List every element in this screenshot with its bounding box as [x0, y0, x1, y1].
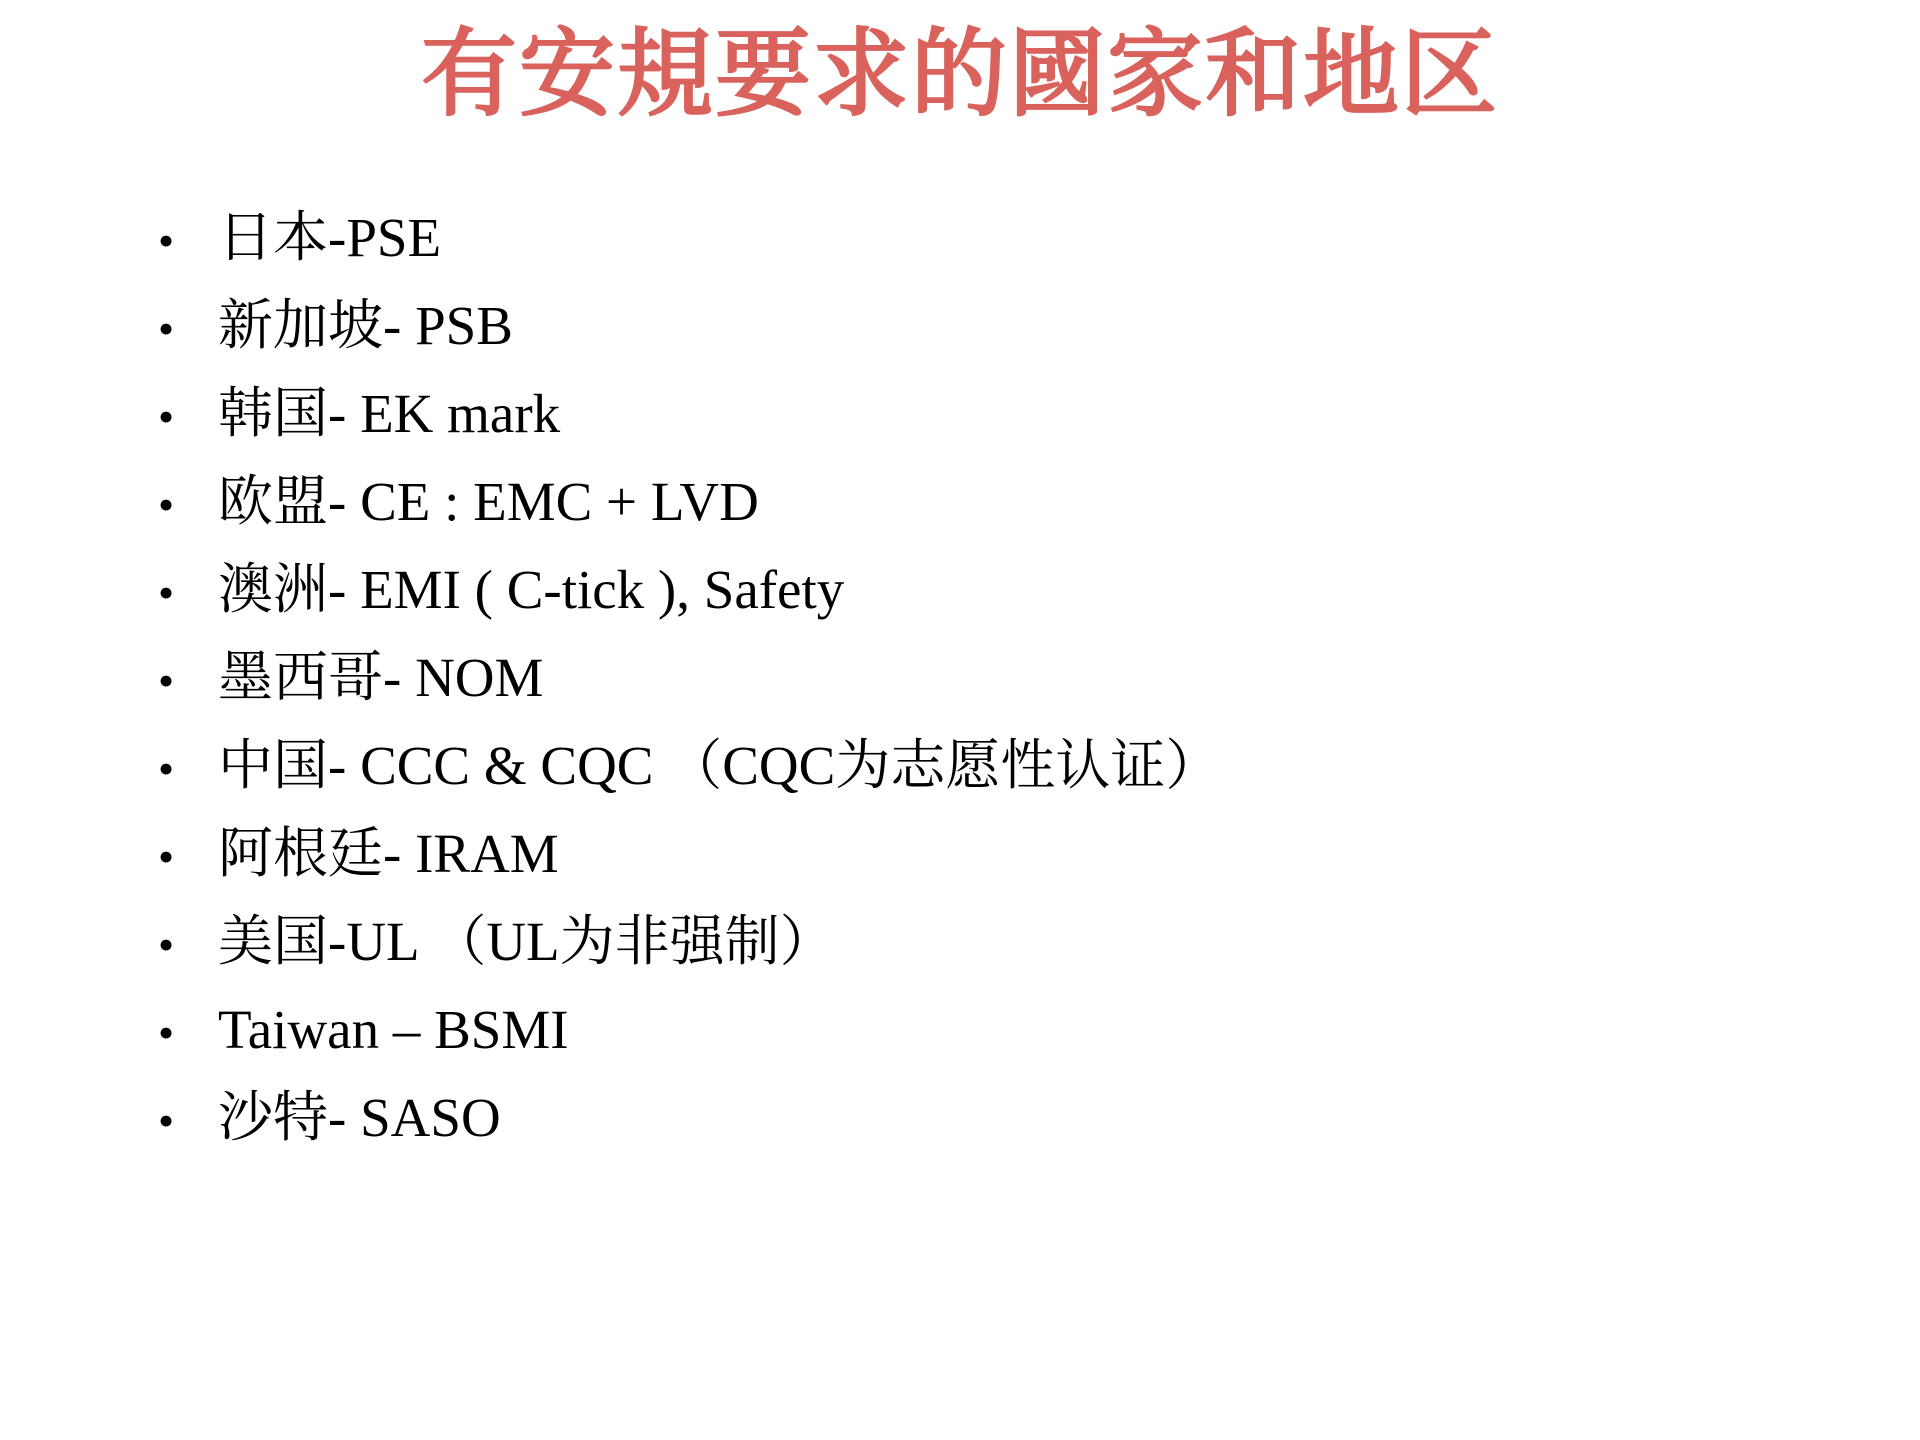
bullet-icon: •: [158, 391, 175, 442]
list-item-label: 日本-PSE: [218, 207, 442, 268]
list-item: [150, 735, 1850, 826]
list-item: [150, 823, 1850, 914]
list-item-label: 韩国- EK mark: [218, 383, 561, 444]
list-item: [150, 1087, 1850, 1178]
bullet-icon: •: [158, 303, 175, 354]
list-item: [150, 999, 1850, 1090]
bullet-icon: •: [158, 831, 175, 882]
bullet-icon: •: [158, 743, 175, 794]
list-item-label: 中国- CCC & CQC （CQC为志愿性认证）: [218, 735, 1221, 796]
list-item-label: 沙特- SASO: [218, 1087, 501, 1148]
list-item-label: 阿根廷- IRAM: [218, 823, 559, 884]
bullet-icon: •: [158, 479, 175, 530]
bullet-icon: •: [158, 1095, 175, 1146]
list-item-label: 新加坡- PSB: [218, 295, 513, 356]
list-item-label: 墨西哥- NOM: [218, 647, 544, 708]
list-item: [150, 383, 1850, 474]
bullet-icon: •: [158, 919, 175, 970]
list-item: [150, 471, 1850, 562]
bullet-icon: •: [158, 655, 175, 706]
list-item-label: Taiwan – BSMI: [218, 999, 569, 1060]
bullet-icon: •: [158, 215, 175, 266]
list-item-label: 欧盟- CE : EMC + LVD: [218, 471, 759, 532]
page-title: 有安規要求的國家和地区: [421, 21, 1499, 128]
list-item: [150, 207, 1850, 298]
list-item: [150, 559, 1850, 650]
bullet-icon: •: [158, 567, 175, 618]
list-item: [150, 295, 1850, 386]
bullet-icon: •: [158, 1007, 175, 1058]
list-item-label: 澳洲- EMI ( C-tick ), Safety: [218, 559, 845, 620]
list-item: [150, 911, 1850, 1002]
list-item: [150, 647, 1850, 738]
list-item-label: 美国-UL （UL为非强制）: [218, 911, 835, 972]
bullet-list: [150, 207, 1850, 1178]
